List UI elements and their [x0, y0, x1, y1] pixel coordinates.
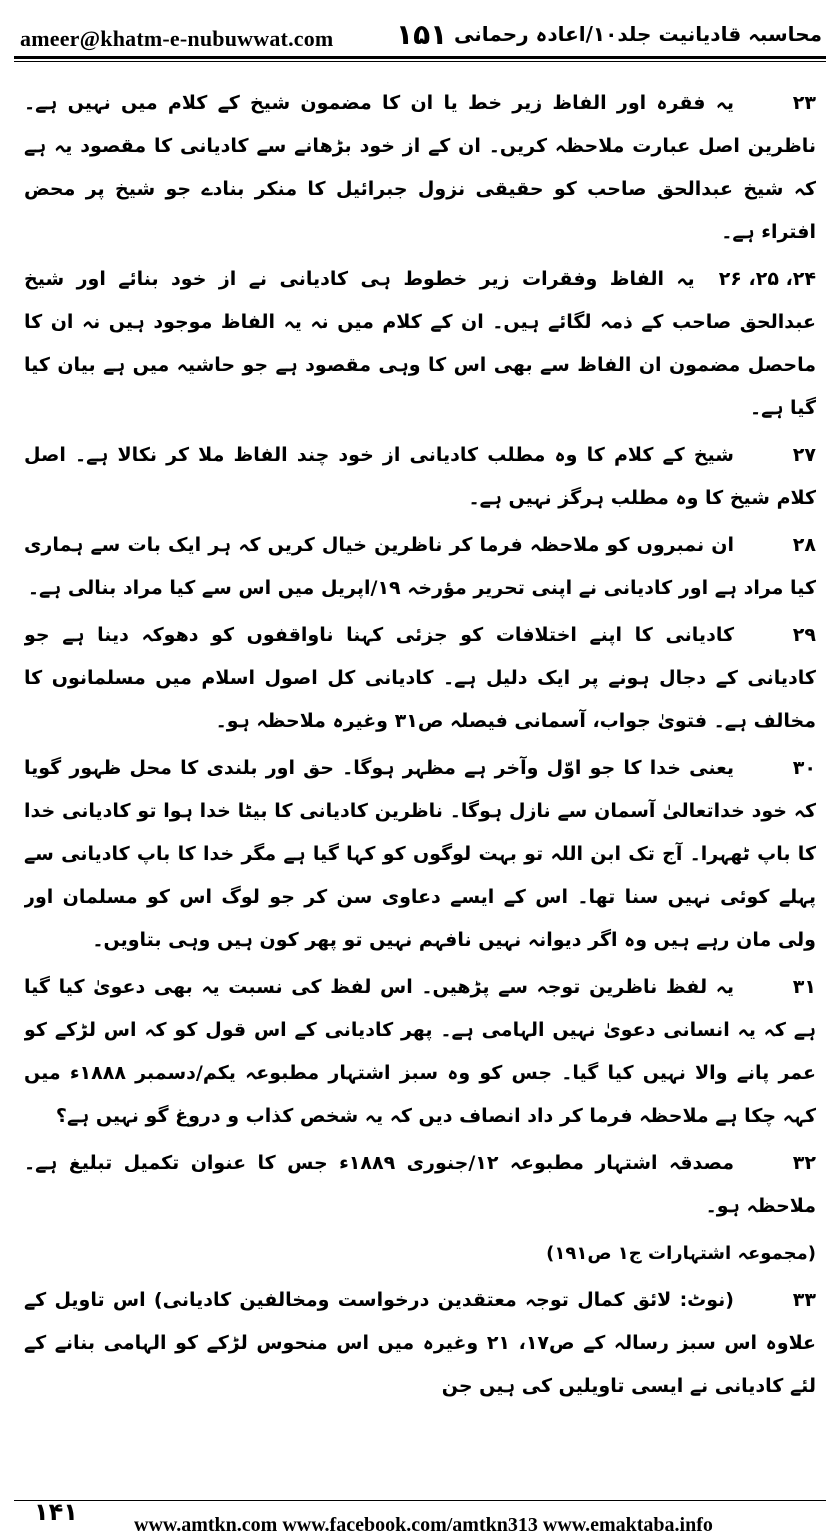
note-number: ۲۳ — [792, 92, 816, 114]
note-text: یعنی خدا کا جو اوّل وآخر ہے مظہر ہوگا۔ حق اور بلندی کا محل ظہور گویا کہ خود خداتعالیٰ آسمان سے نازل ہوگا۔ ناظرین کادیانی کا بیٹا خدا ہوا تو کادیانی خدا کا باپ ٹھہرا۔ آج تک ابن اللہ تو بہت لوگوں کو کہا گیا ہے مگر خدا کا باپ کادیانی سے پہلے کوئی نہیں سنا تھا۔ اس کے ایسے دعاوی سن کر جو لوگ اس کو مسلمان اور ولی مان رہے ہیں وہ اگر دیوانہ نہیں نافہم نہیں تو پھر کون ہیں وہی بتاویں۔ — [24, 757, 816, 951]
header-email: ameer@khatm-e-nubuwwat.com — [20, 26, 334, 51]
main-content — [24, 82, 816, 1462]
reference-citation: (مجموعہ اشتہارات ج۱ ص۱۹۱) — [546, 1243, 816, 1264]
note-text: (نوٹ: لائق کمال توجہ معتقدین درخواست ومخالفین کادیانی) اس تاویل کے علاوہ اس سبز رسالہ کے ص۱۷، ۲۱ وغیرہ میں اس منحوس لڑکے کو الہامی بنانے کے لئے کادیانی نے ایسی تاویلیں کی ہیں جن — [24, 1289, 816, 1397]
footnote-32 — [24, 1142, 816, 1228]
note-text: یہ فقرہ اور الفاظ زیر خط یا ان کا مضمون شیخ کے کلام میں نہیں ہے۔ ناظرین اصل عبارت ملاحظہ کریں۔ ان کے از خود بڑھانے سے کادیانی کا مقصود یہ ہے کہ شیخ عبدالحق صاحب کو حقیقی نزول جبرائیل کا منکر بنادے جو شیخ پر محض افتراء ہے۔ — [24, 92, 816, 243]
footer-links: www.amtkn.com www.facebook.com/amtkn313 www.emaktaba.info — [134, 1514, 713, 1536]
page-header — [14, 12, 826, 52]
footnote-27 — [24, 434, 816, 520]
note-number: ۳۳ — [792, 1289, 816, 1311]
footer-page-number: ۱۴۱ — [34, 1498, 78, 1526]
footnote-24-26 — [24, 258, 816, 430]
note-number: ۲۷ — [792, 444, 816, 466]
note-text: شیخ کے کلام کا وہ مطلب کادیانی از خود چند الفاظ ملا کر نکالا ہے۔ اصل کلام شیخ کا وہ مطلب ہرگز نہیں ہے۔ — [24, 444, 816, 509]
note-number: ۲۴، ۲۵، ۲۶ — [718, 268, 816, 290]
footnote-23 — [24, 82, 816, 254]
footnote-28 — [24, 524, 816, 610]
note-text: یہ الفاظ وفقرات زیر خطوط ہی کادیانی نے از خود بنائے اور شیخ عبدالحق صاحب کے ذمہ لگائے ہیں۔ ان کے کلام میں نہ یہ الفاظ موجود ہیں نہ ان کا ماحصل مضمون ان الفاظ سے بھی اس کا وہی مقصود ہے جو حاشیہ میں ہے بیان کیا گیا ہے۔ — [24, 268, 816, 419]
note-text: یہ لفظ ناظرین توجہ سے پڑھیں۔ اس لفظ کی نسبت یہ بھی دعویٰ کیا گیا ہے کہ یہ انسانی دعویٰ نہیں الہامی ہے۔ پھر کادیانی کے اس قول کو کہ اس لڑکے کو عمر پانے والا نہیں کیا گیا۔ جس کو وہ سبز اشتہار مطبوعہ یکم/دسمبر ۱۸۸۸ء میں کہہ چکا ہے ملاحظہ فرما کر داد انصاف دیں کہ یہ شخص کذاب و دروغ گو نہیں ہے؟ — [24, 976, 816, 1127]
footnote-31 — [24, 966, 816, 1138]
note-number: ۲۹ — [792, 624, 816, 646]
note-text: کادیانی کا اپنے اختلافات کو جزئی کہنا ناواقفوں کو دھوکہ دینا ہے جو کادیانی کے دجال ہونے پر ایک دلیل ہے۔ کادیانی کل اصول اسلام میں مسلمانوں کا مخالف ہے۔ فتویٰ جواب، آسمانی فیصلہ ص۳۱ وغیرہ ملاحظہ ہو۔ — [24, 624, 816, 732]
page-footer — [14, 1498, 826, 1536]
note-text: ان نمبروں کو ملاحظہ فرما کر ناظرین خیال کریں کہ ہر ایک بات سے ہماری کیا مراد ہے اور کادیانی نے اپنی تحریر مؤرخہ ۱۹/اپریل میں اس سے کیا مراد بنالی ہے۔ — [24, 534, 816, 599]
footnote-29 — [24, 614, 816, 743]
note-number: ۳۱ — [792, 976, 816, 998]
footnote-30 — [24, 747, 816, 962]
footnote-33 — [24, 1279, 816, 1408]
footer-rule — [14, 1500, 826, 1501]
header-rule-thin — [14, 61, 826, 62]
note-number: ۳۲ — [792, 1152, 816, 1174]
note-number: ۳۰ — [792, 757, 816, 779]
header-rule — [14, 56, 826, 59]
header-title: محاسبہ قادیانیت جلد۱۰/اعادہ رحمانی — [454, 22, 822, 46]
note-text: مصدقہ اشتہار مطبوعہ ۱۲/جنوری ۱۸۸۹ء جس کا عنوان تکمیل تبلیغ ہے۔ ملاحظہ ہو۔ — [24, 1152, 816, 1217]
note-number: ۲۸ — [792, 534, 816, 556]
header-page-number: ۱۵۱ — [396, 18, 448, 51]
